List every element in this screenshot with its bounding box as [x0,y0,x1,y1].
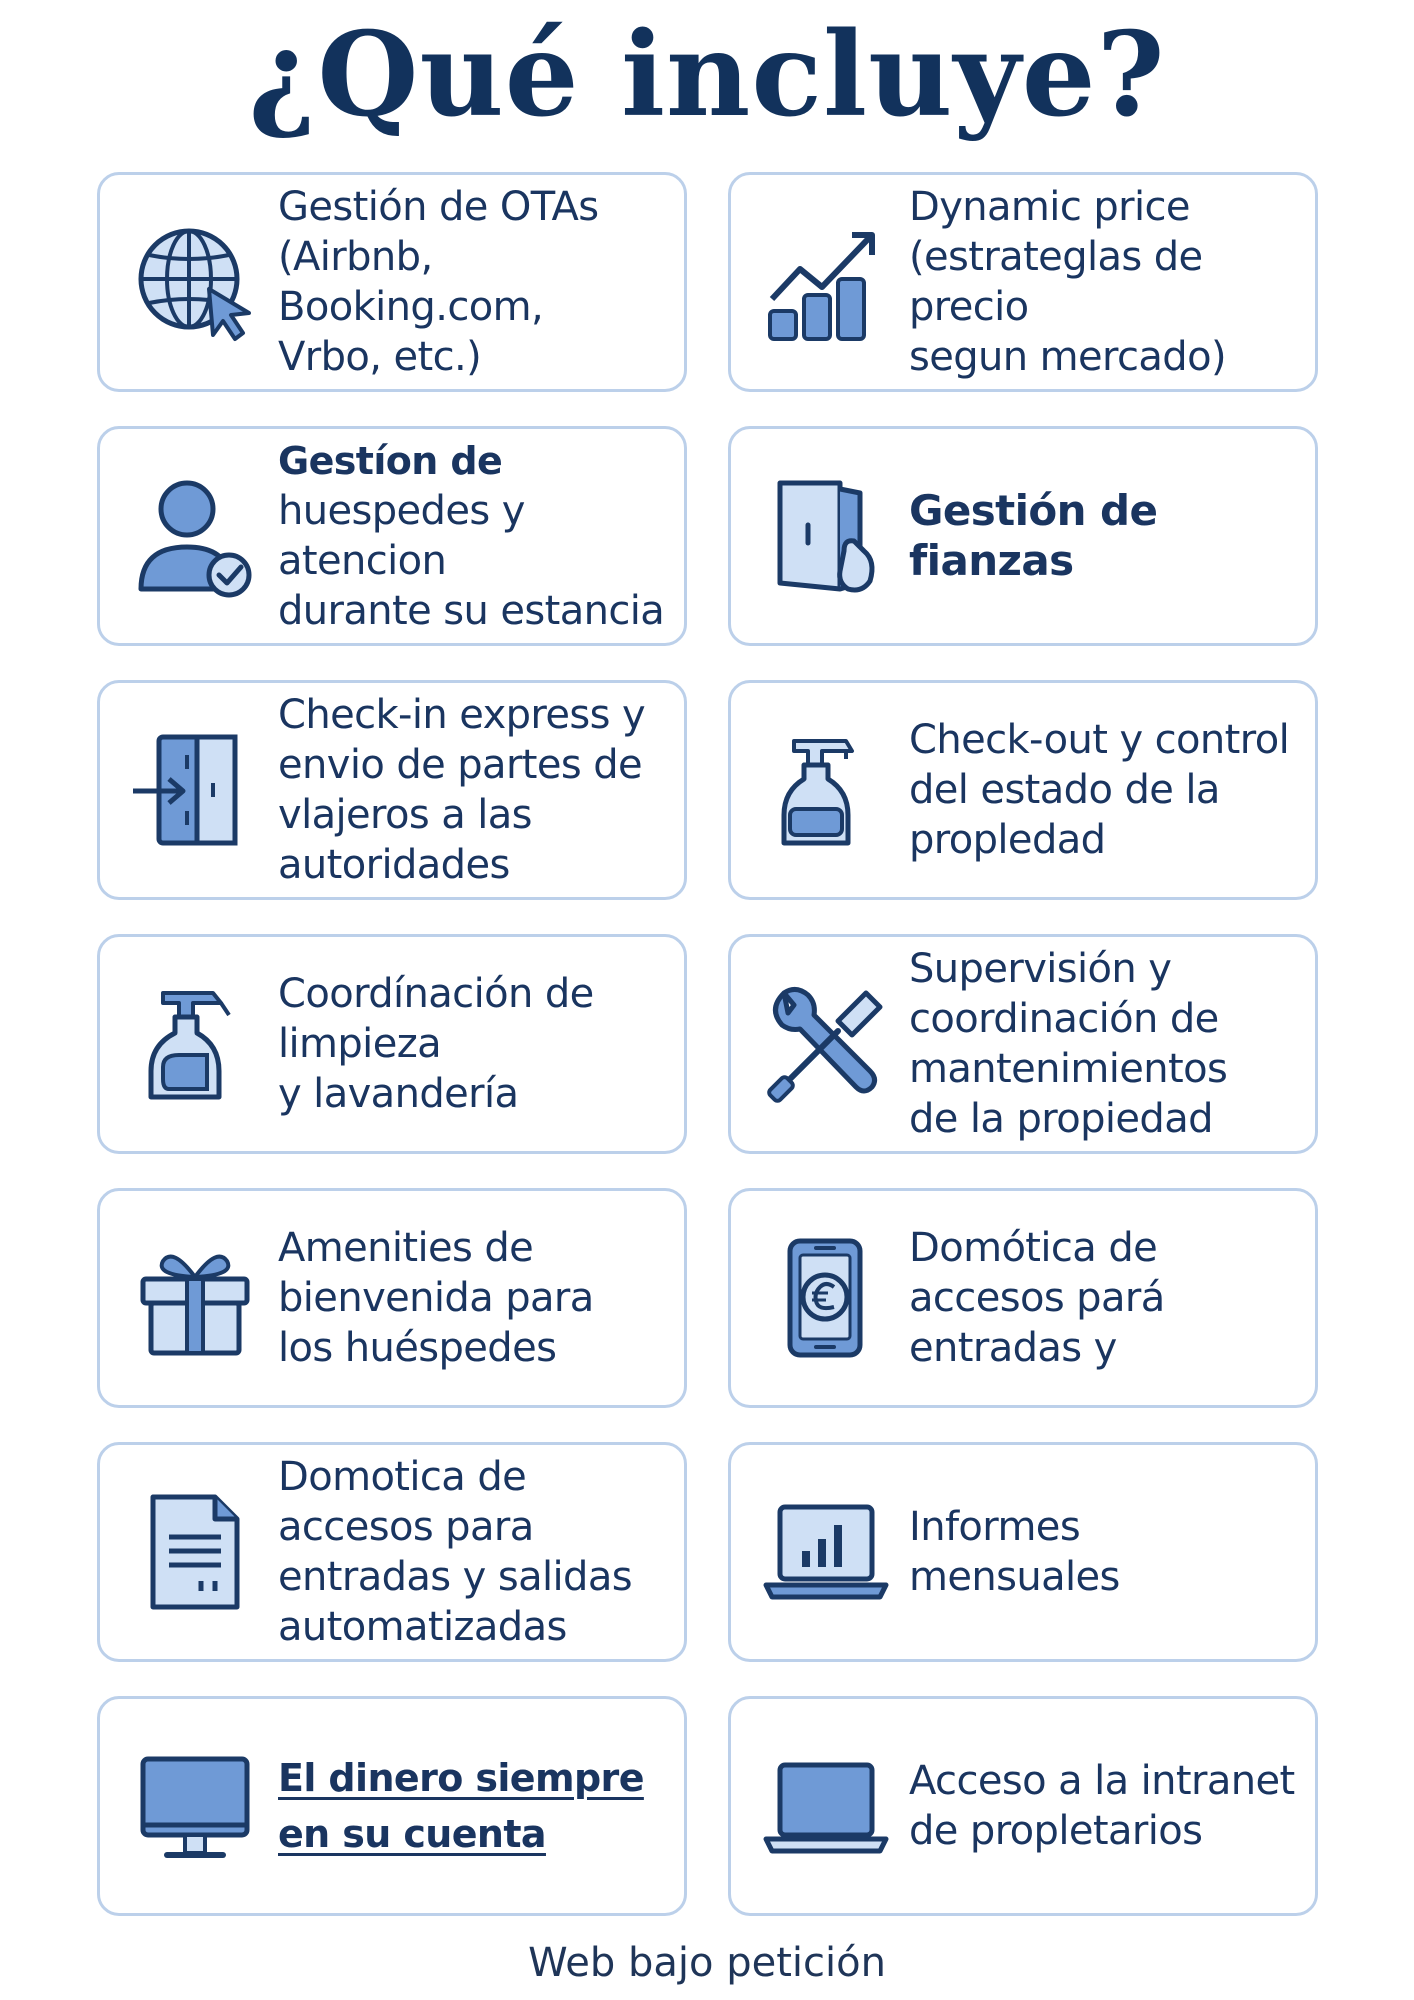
feature-line: accesos pará [909,1275,1165,1321]
feature-line: Gestíon de [278,439,503,483]
feature-card-intranet [728,1696,1318,1916]
gift-icon [124,1223,264,1373]
feature-card-checkout [728,680,1318,900]
feature-line: entradas y [909,1325,1117,1371]
features-grid [97,172,1318,1916]
feature-line: y lavandería [278,1071,519,1117]
feature-line: accesos para [278,1504,534,1550]
globe-cursor-icon [124,207,264,357]
feature-line: Coordínación de [278,971,594,1017]
feature-card-maintenance [728,934,1318,1154]
feature-card-amenities [97,1188,687,1408]
feature-text [278,182,672,382]
feature-line: de la propiedad [909,1096,1213,1142]
feature-line: (estrateglas de precio [909,234,1203,330]
feature-text [909,715,1289,865]
feature-line: Vrbo, etc.) [278,334,482,380]
laptop-icon [755,1731,895,1881]
feature-line: Supervisión y [909,946,1172,992]
laptop-chart-icon [755,1477,895,1627]
feature-card-automation [97,1442,687,1662]
feature-line: propledad [909,817,1106,863]
feature-line: Amenities de [278,1225,534,1271]
feature-line[interactable]: El dinero siempre [278,1756,644,1800]
feature-text [909,1756,1295,1856]
feature-text [278,969,594,1119]
feature-line: mantenimientos [909,1046,1228,1092]
feature-line: bienvenida para [278,1275,594,1321]
feature-text [909,182,1303,382]
monitor-icon [124,1731,264,1881]
feature-line: de propletarios [909,1808,1203,1854]
feature-line: segun mercado) [909,334,1226,380]
feature-card-checkin [97,680,687,900]
feature-line: autoridades [278,842,510,888]
cleaning-spray-icon [124,969,264,1119]
feature-line: mensuales [909,1554,1120,1600]
user-check-icon [124,461,264,611]
feature-line: Check-in express y [278,692,646,738]
feature-card-otas [97,172,687,392]
door-arrow-icon [124,715,264,865]
feature-card-dynamic-price [728,172,1318,392]
rising-chart-icon [755,207,895,357]
feature-line: durante su estancia [278,588,665,634]
feature-text [909,486,1303,586]
page-title: ¿Qué incluye? [248,7,1166,143]
feature-line: del estado de la [909,767,1220,813]
money-link[interactable] [278,1750,644,1862]
feature-line: automatizadas [278,1604,567,1650]
feature-line: Domótica de [909,1225,1158,1271]
feature-text [278,436,672,636]
document-icon [124,1477,264,1627]
feature-card-reports [728,1442,1318,1662]
feature-line: los huéspedes [278,1325,557,1371]
feature-line: envio de partes de [278,742,643,788]
feature-line: entradas y salidas [278,1554,632,1600]
feature-line: Check-out y control [909,717,1290,763]
feature-text [909,1223,1165,1373]
feature-text [278,690,645,890]
feature-card-guest-management [97,426,687,646]
phone-euro-icon [755,1223,895,1373]
feature-line: Gestión de OTAs [278,184,599,230]
feature-line: Domotica de [278,1454,527,1500]
feature-line: Acceso a la intranet [909,1758,1295,1804]
feature-line: Gestión de fianzas [909,486,1158,585]
feature-line: Dynamic price [909,184,1190,230]
feature-card-money [97,1696,687,1916]
feature-line[interactable]: en su cuenta [278,1812,546,1856]
feature-text [909,1502,1120,1602]
feature-text [909,944,1227,1144]
wrench-screwdriver-icon [755,969,895,1119]
feature-card-smart-access [728,1188,1318,1408]
feature-text [278,1452,632,1652]
feature-card-cleaning [97,934,687,1154]
feature-card-deposits [728,426,1318,646]
spray-bottle-icon [755,715,895,865]
feature-line: (Airbnb, Booking.com, [278,234,544,330]
feature-line: vlajeros a las [278,792,532,838]
feature-text [278,1223,594,1373]
feature-line: huespedes y atencion [278,488,525,584]
footer-note: Web bajo petición [528,1940,886,1986]
door-hand-icon [755,461,895,611]
feature-line: coordinación de [909,996,1219,1042]
feature-line: Informes [909,1504,1081,1550]
feature-line: limpieza [278,1021,442,1067]
